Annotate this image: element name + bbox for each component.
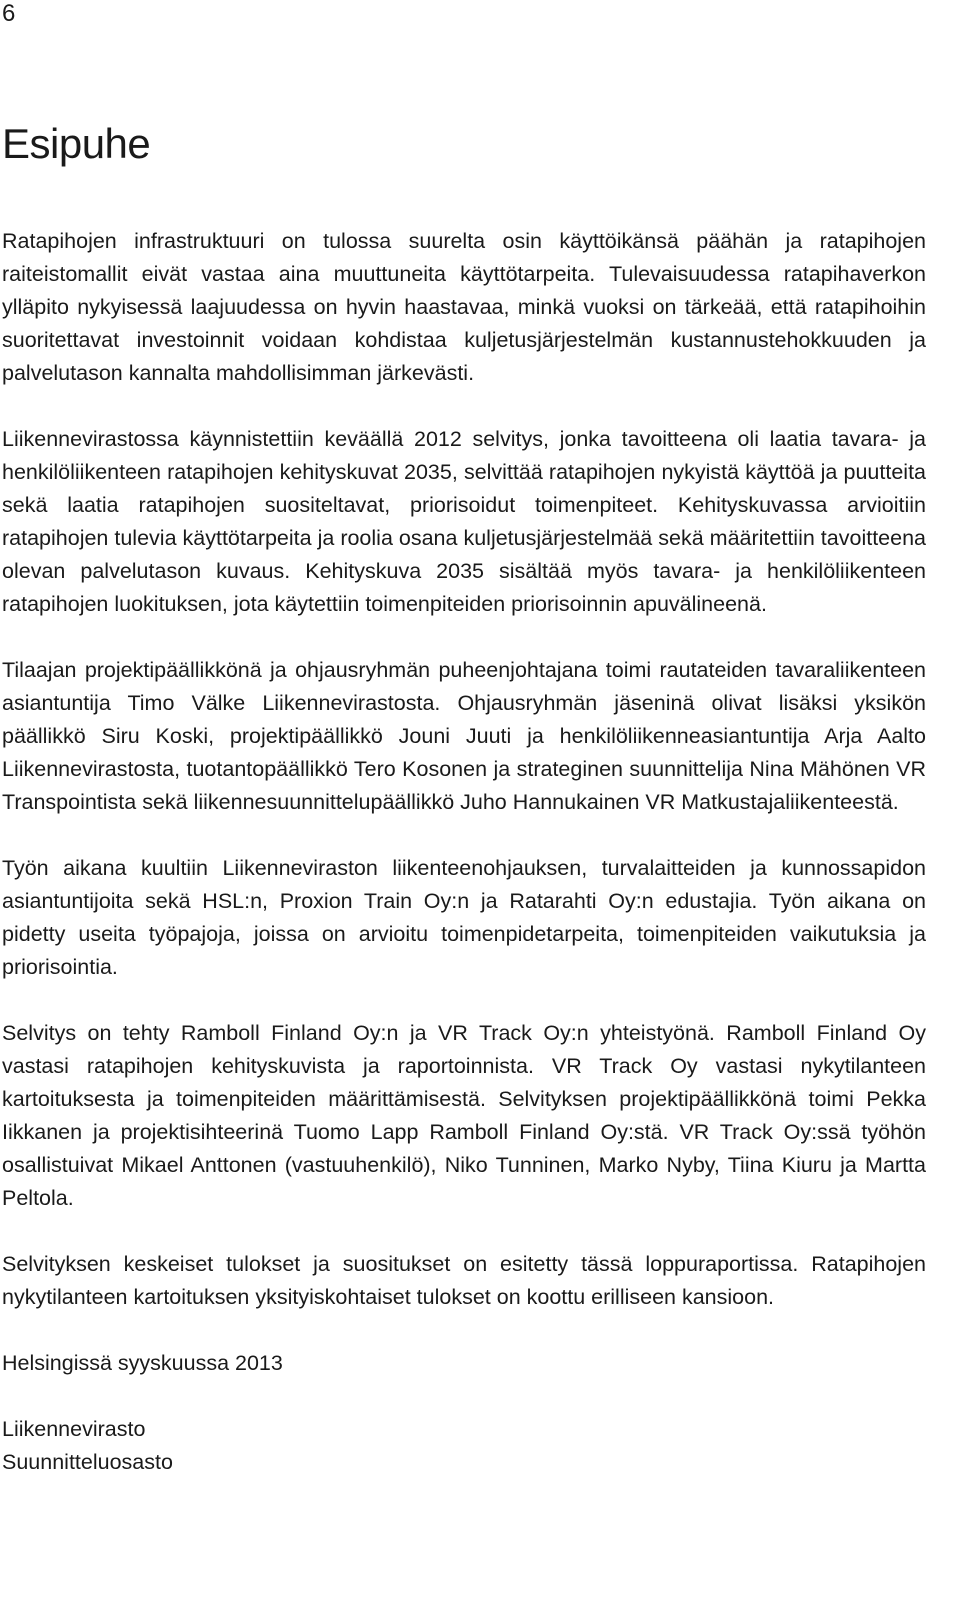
paragraph-steering-group: Tilaajan projektipäällikkönä ja ohjausryhmän puheenjohtajana toimi rautateiden tavaraliikenteen asiantuntija Timo Välke Liikennevirastosta. Ohjausryhmän jäseninä olivat lisäksi yksikön päällikkö Siru Koski, projektipäällikkö Jouni Juuti ja henkilöliikenneasiantuntija Arja Aalto Liikennevirastosta, tuotantopäällikkö Tero Kosonen ja strateginen suunnittelija Nina Mähönen VR Transpointista sekä liikennesuunnittelupäällikkö Juho Hannukainen VR Matkustajaliikenteestä. [2,658,926,814]
page-number: 6 [2,0,16,27]
organization-name: Liikennevirasto [2,1417,146,1441]
paragraph-study-goals: Liikennevirastossa käynnistettiin keväällä 2012 selvitys, jonka tavoitteena oli laatia tavara- ja henkilöliikenteen ratapihojen kehityskuvat 2035, selvittää ratapihojen nykyistä käyttöä ja puutteita sekä laatia ratapihojen suositeltavat, priorisoidut toimenpiteet. Kehityskuvassa arvioitiin ratapihojen tulevia käyttötarpeita ja roolia osana kuljetusjärjestelmää sekä määritettiin tavoitteena olevan palvelutason kuvaus. Kehityskuva 2035 sisältää myös tavara- ja henkilöliikenteen ratapihojen luokituksen, jota käytettiin toimenpiteiden priorisoinnin apuvälineenä. [2,427,926,616]
paragraph-results: Selvityksen keskeiset tulokset ja suositukset on esitetty tässä loppuraportissa. Ratapihojen nykytilanteen kartoituksen yksityiskohtaiset tulokset on koottu erilliseen kansioon. [2,1252,926,1309]
department-name: Suunnitteluosasto [2,1450,173,1474]
page-title: Esipuhe [2,120,151,167]
signature-block [2,1413,926,1479]
place-and-date: Helsingissä syyskuussa 2013 [2,1351,283,1375]
paragraph-consulted-experts: Työn aikana kuultiin Liikenneviraston liikenteenohjauksen, turvalaitteiden ja kunnossapidon asiantuntijoita sekä HSL:n, Proxion Train Oy:n ja Ratarahti Oy:n edustajia. Työn aikana on pidetty useita työpajoja, joissa on arvioitu toimenpidetarpeita, toimenpiteiden vaikutuksia ja priorisointia. [2,856,926,979]
paragraph-consultants: Selvitys on tehty Ramboll Finland Oy:n ja VR Track Oy:n yhteistyönä. Ramboll Finland Oy vastasi ratapihojen kehityskuvista ja raportoinnista. VR Track Oy vastasi nykytilanteen kartoituksesta ja toimenpiteiden määrittämisestä. Selvityksen projektipäällikkönä toimi Pekka Iikkanen ja projektisihteerinä Tuomo Lapp Ramboll Finland Oy:stä. VR Track Oy:ssä työhön osallistuivat Mikael Anttonen (vastuuhenkilö), Niko Tunninen, Marko Nyby, Tiina Kiuru ja Martta Peltola. [2,1021,926,1210]
document-body [2,225,926,1479]
paragraph-introduction: Ratapihojen infrastruktuuri on tulossa suurelta osin käyttöikänsä päähän ja ratapihojen raiteistomallit eivät vastaa aina muuttuneita käyttötarpeita. Tulevaisuudessa ratapihaverkon ylläpito nykyisessä laajuudessa on hyvin haastavaa, minkä vuoksi on tärkeää, että ratapihoihin suoritettavat investoinnit voidaan kohdistaa kuljetusjärjestelmän kustannustehokkuuden ja palvelutason kannalta mahdollisimman järkevästi. [2,229,926,385]
